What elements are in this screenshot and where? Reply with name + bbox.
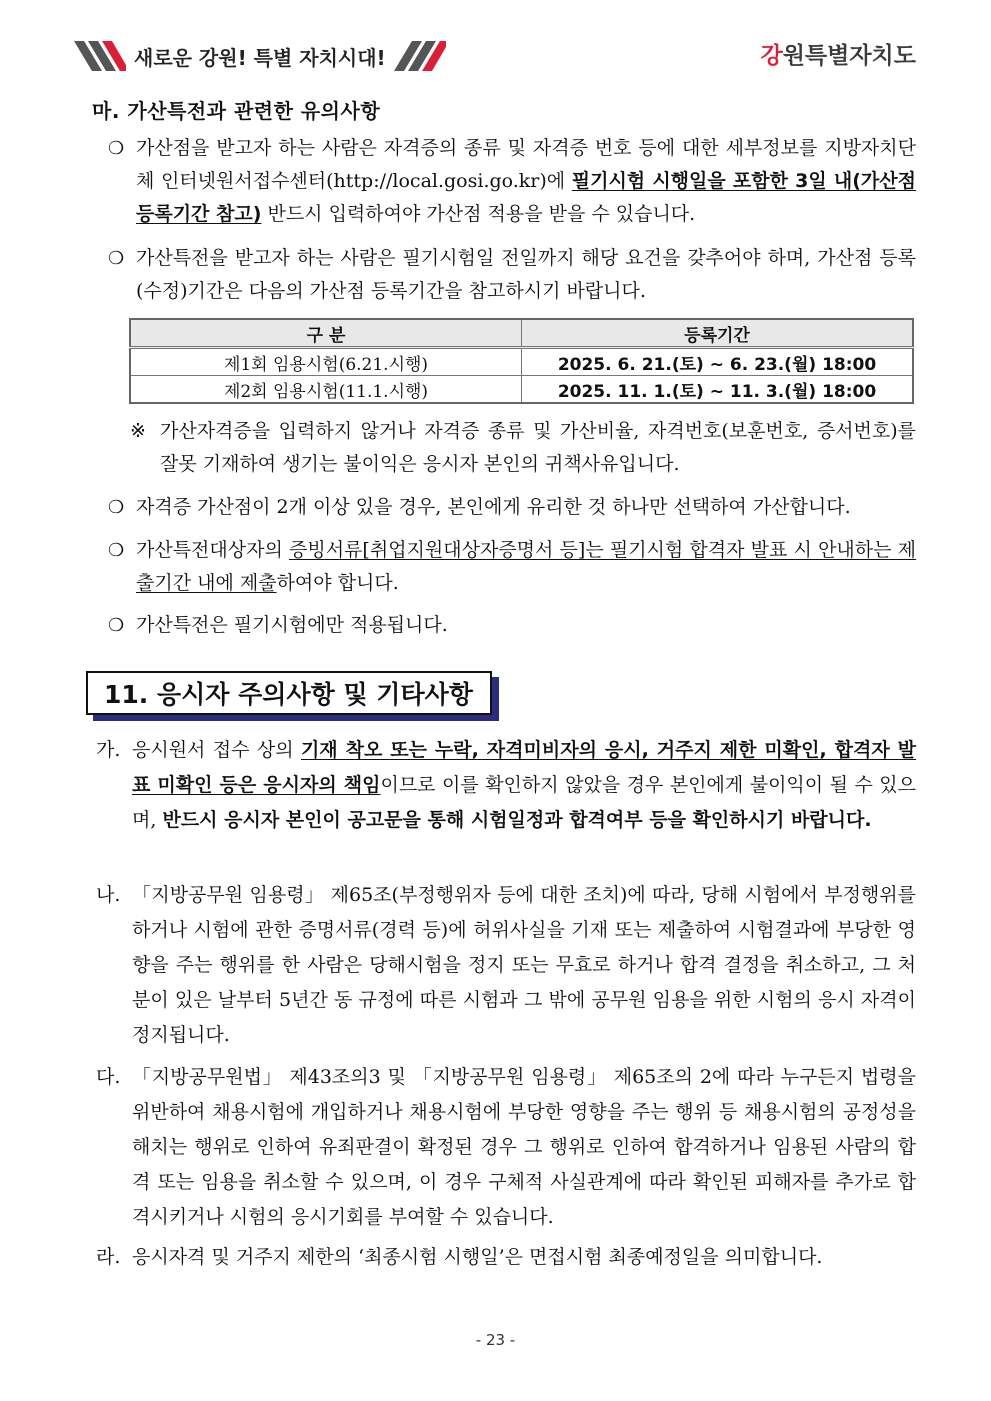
registration-period-table xyxy=(129,318,914,404)
table-header-period: 등록기간 xyxy=(522,319,914,348)
slogan-text: 새로운 강원! 특별 자치시대! xyxy=(134,45,386,70)
table-cell-period: 2025. 11. 1.(토) ~ 11. 3.(월) 18:00 xyxy=(522,376,914,404)
bullet-3-text: 자격증 가산점이 2개 이상 있을 경우, 본인에게 유리한 것 하나만 선택하여 가산합니다. xyxy=(136,496,851,518)
bullet-item-4 xyxy=(108,534,916,600)
item-label: 나. xyxy=(96,884,121,906)
notice-item-ra xyxy=(96,1240,916,1275)
bullet-5-text: 가산특전은 필기시험에만 적용됩니다. xyxy=(136,614,448,636)
item-ga-text: 응시원서 접수 상의 xyxy=(132,739,301,761)
table-cell-exam: 제2회 임용시험(11.1.시행) xyxy=(130,376,522,404)
notice-item-na xyxy=(96,878,916,1053)
page-header xyxy=(74,38,916,74)
stripe-right-icon xyxy=(394,41,446,71)
item-ga-bold: 반드시 응시자 본인이 공고문을 통해 시험일정과 합격여부 등을 확인하시기 바랍니다. xyxy=(162,809,872,831)
subsection-heading: 마. 가산특전과 관련한 유의사항 xyxy=(92,99,381,123)
table-row xyxy=(130,376,913,404)
notice-item-da xyxy=(96,1060,916,1235)
stripe-left-icon xyxy=(74,41,126,71)
table-header-row xyxy=(130,319,913,348)
bullet-4-tail: 하여야 합니다. xyxy=(276,572,399,594)
note-mark: ※ xyxy=(130,420,146,442)
bullet-item-2 xyxy=(108,242,916,308)
bullet-2-text: 가산특전을 받고자 하는 사람은 필기시험일 전일까지 해당 요건을 갖추어야 하며, 가산점 등록(수정)기간은 다음의 가산점 등록기간을 참고하시기 바랍니다. xyxy=(136,247,916,302)
item-ra-text: 응시자격 및 거주지 제한의 ‘최종시험 시행일’은 면접시험 최종예정일을 의미합니다. xyxy=(132,1246,823,1268)
logo-rest: 원특별자치도 xyxy=(782,43,916,69)
bullet-1-tail: 반드시 입력하여야 가산점 적용을 받을 수 있습니다. xyxy=(261,203,696,225)
logo-first-char: 강 xyxy=(760,43,783,69)
bullet-marker: ❍ xyxy=(108,497,125,518)
section-title: 11. 응시자 주의사항 및 기타사항 xyxy=(86,671,492,715)
bullet-marker: ❍ xyxy=(108,138,125,159)
table-note xyxy=(130,415,916,481)
page-number: - 23 - xyxy=(475,1331,516,1349)
item-label: 가. xyxy=(96,739,121,761)
item-ga-middle: 이므로 이를 확인하지 않았을 경우 본인에게 불이익이 될 수 있으며, xyxy=(132,774,916,831)
slogan-banner xyxy=(74,38,446,74)
item-na-text: 「지방공무원 임용령」 제65조(부정행위자 등에 대한 조치)에 따라, 당해 시험에서 부정행위를 하거나 시험에 관한 증명서류(경력 등)에 허위사실을 기재 또는 제출하여 시험결과에 부당한 영향을 주는 행위를 한 사람은 당해시험을 정지 또는 무효로 하거나 합격 결정을 취소하고, 그 처분이 있은 날부터 5년간 동 규정에 따른 시험과 그 밖에 공무원 임용을 위한 시험의 응시 자격이 정지됩니다. xyxy=(132,884,916,1046)
gangwon-logo xyxy=(760,38,916,74)
bullet-1-text: 가산점을 받고자 하는 사람은 자격증의 종류 및 자격증 번호 등에 대한 세부정보를 지방자치단체 인터넷원서접수센터(http://local.gosi.go.kr)에 xyxy=(136,137,916,192)
item-label: 다. xyxy=(96,1066,121,1088)
table-cell-exam: 제1회 임용시험(6.21.시행) xyxy=(130,348,522,376)
table-row xyxy=(130,348,913,376)
bullet-item-5 xyxy=(108,609,916,642)
item-label: 라. xyxy=(96,1246,121,1268)
bullet-marker: ❍ xyxy=(108,615,125,636)
bullet-item-1 xyxy=(108,132,916,231)
table-cell-period: 2025. 6. 21.(토) ~ 6. 23.(월) 18:00 xyxy=(522,348,914,376)
bullet-4-emphasis: 증빙서류[취업지원대상자증명서 등]는 필기시험 합격자 발표 시 안내하는 제출기간 내에 제출 xyxy=(136,539,917,594)
bullet-1-emphasis: 필기시험 시행일을 포함한 3일 내(가산점 등록기간 참고) xyxy=(136,170,916,225)
item-da-text: 「지방공무원법」 제43조의3 및 「지방공무원 임용령」 제65조의 2에 따라 누구든지 법령을 위반하여 채용시험에 개입하거나 채용시험에 부당한 영향을 주는 행위 등 채용시험의 공정성을 해치는 행위로 인하여 유죄판결이 확정된 경우 그 행위로 인하여 합격하거나 임용된 사람의 합격 또는 임용을 취소할 수 있으며, 이 경우 구체적 사실관계에 따라 확인된 피해자를 추가로 합격시키거나 시험의 응시기회를 부여할 수 있습니다. xyxy=(132,1066,916,1228)
bullet-item-3 xyxy=(108,491,916,524)
item-ga-underlined: 기재 착오 또는 누락, 자격미비자의 응시, 거주지 제한 미확인, 합격자 발표 미확인 등은 응시자의 책임 xyxy=(132,739,916,796)
bullet-marker: ❍ xyxy=(108,540,125,561)
bullet-marker: ❍ xyxy=(108,248,125,269)
notice-item-ga xyxy=(96,733,916,838)
bullet-4-text: 가산특전대상자의 xyxy=(136,539,290,561)
table-header-category: 구 분 xyxy=(130,319,522,348)
note-text: 가산자격증을 입력하지 않거나 자격증 종류 및 가산비율, 자격번호(보훈번호, 증서번호)를 잘못 기재하여 생기는 불이익은 응시자 본인의 귀책사유입니다. xyxy=(160,420,916,475)
